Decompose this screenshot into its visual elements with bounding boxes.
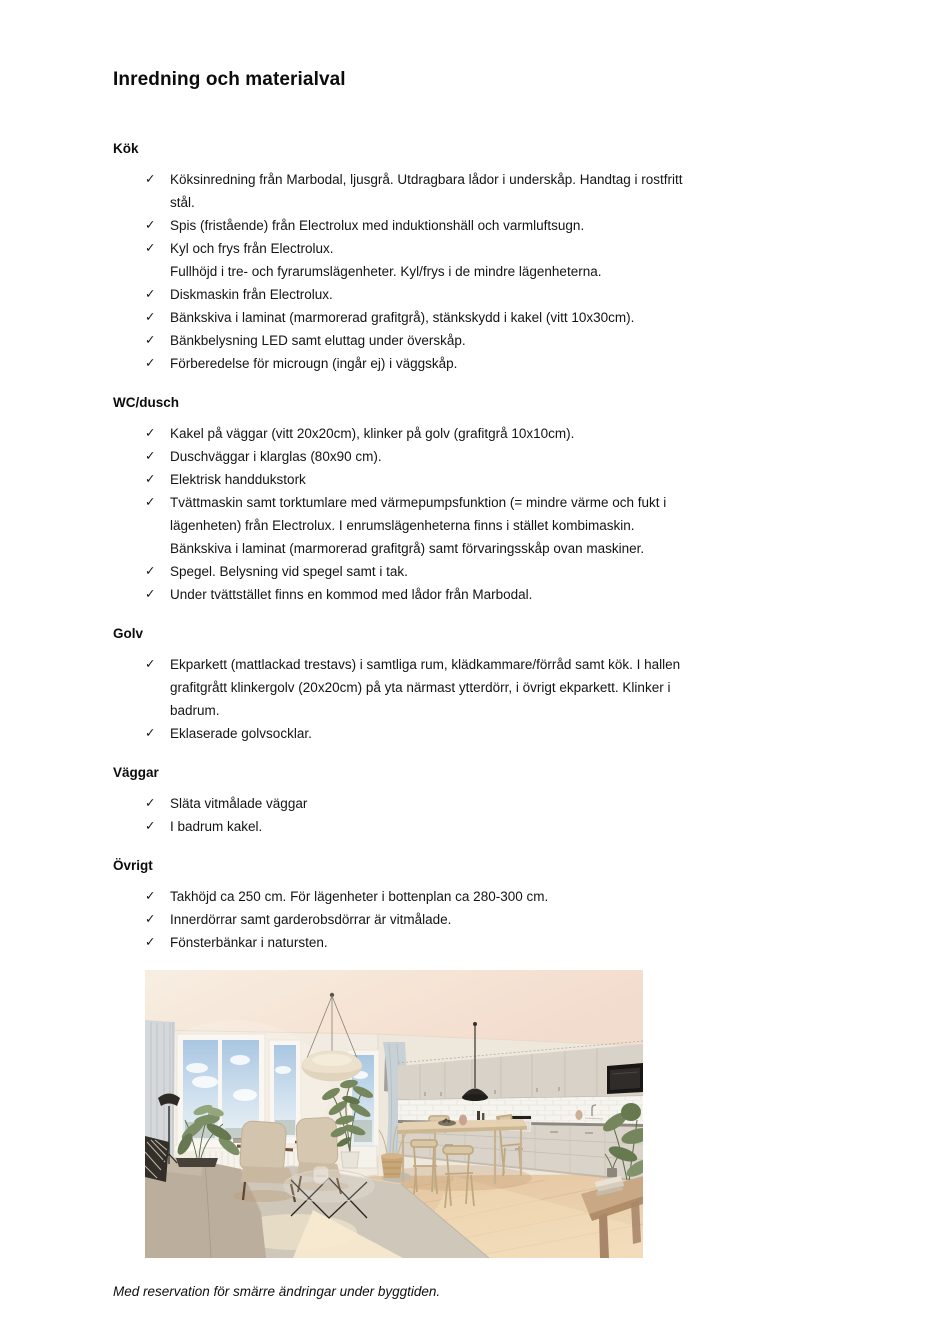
section-k-k [113, 137, 840, 375]
list-item-text: Spegel. Belysning vid spegel samt i tak. [170, 564, 408, 579]
list-item [113, 237, 840, 283]
checkmark-icon: ✓ [145, 426, 156, 440]
checklist [113, 422, 840, 606]
checkmark-icon: ✓ [145, 172, 156, 186]
section-heading: Golv [113, 626, 144, 641]
checkmark-icon: ✓ [145, 356, 156, 370]
list-item-text: Bänkskiva i laminat (marmorerad grafitgrå), stänkskydd i kakel (vitt 10x30cm). [170, 310, 635, 325]
page-title: Inredning och materialval [113, 69, 346, 90]
list-item [113, 283, 840, 306]
sections [113, 137, 840, 954]
checklist [113, 168, 840, 375]
list-item [113, 445, 840, 468]
list-item [113, 491, 840, 560]
checklist [113, 885, 840, 954]
list-item [113, 931, 840, 954]
list-item [113, 468, 840, 491]
list-item [113, 792, 840, 815]
checkmark-icon: ✓ [145, 472, 156, 486]
list-item [113, 352, 840, 375]
checkmark-icon: ✓ [145, 587, 156, 601]
list-item-text: Kyl och frys från Electrolux. Fullhöjd i tre- och fyrarumslägenheter. Kyl/frys i de mindre lägenheterna. [170, 241, 602, 279]
checkmark-icon: ✓ [145, 218, 156, 232]
section-v-ggar [113, 761, 840, 838]
list-item [113, 306, 840, 329]
list-item-text: Tvättmaskin samt torktumlare med värmepumpsfunktion (= mindre värme och fukt i lägenheten) från Electrolux. I enrumslägenheterna finns i stället kombimaskin. Bänkskiva i laminat (marmorerad grafitgrå) samt förvaringsskåp ovan maskiner. [170, 495, 667, 556]
list-item [113, 422, 840, 445]
list-item-text: Kakel på väggar (vitt 20x20cm), klinker på golv (grafitgrå 10x10cm). [170, 426, 575, 441]
checkmark-icon: ✓ [145, 310, 156, 324]
list-item [113, 885, 840, 908]
patterned-pillow [145, 1136, 169, 1182]
list-item-text: Släta vitmålade väggar [170, 796, 308, 811]
list-item [113, 168, 840, 214]
list-item [113, 722, 840, 745]
list-item-text: Duschväggar i klarglas (80x90 cm). [170, 449, 382, 464]
section-heading: Kök [113, 141, 139, 156]
checkmark-icon: ✓ [145, 449, 156, 463]
checkmark-icon: ✓ [145, 657, 156, 671]
list-item-text: Elektrisk handdukstork [170, 472, 306, 487]
list-item [113, 583, 840, 606]
list-item-text: Ekparkett (mattlackad trestavs) i samtliga rum, klädkammare/förråd samt kök. I hallen grafitgrått klinkergolv (20x20cm) på yta närmast ytterdörr, i övrigt ekparkett. Klinker i badrum. [170, 657, 681, 718]
list-item-text: Takhöjd ca 250 cm. För lägenheter i bottenplan ca 280-300 cm. [170, 889, 549, 904]
checkmark-icon: ✓ [145, 912, 156, 926]
interior-rendering [145, 970, 643, 1258]
list-item-text: I badrum kakel. [170, 819, 263, 834]
checkmark-icon: ✓ [145, 287, 156, 301]
checkmark-icon: ✓ [145, 241, 156, 255]
section-wc-dusch [113, 391, 840, 606]
list-item-text: Förberedelse för microugn (ingår ej) i väggskåp. [170, 356, 458, 371]
interior-photo [145, 970, 643, 1258]
list-item [113, 653, 840, 722]
checkmark-icon: ✓ [145, 495, 156, 509]
section-heading: Övrigt [113, 858, 153, 873]
checklist [113, 653, 840, 745]
list-item [113, 908, 840, 931]
list-item-text: Innerdörrar samt garderobsdörrar är vitmålade. [170, 912, 452, 927]
section-heading: Väggar [113, 765, 159, 780]
section-heading: WC/dusch [113, 395, 179, 410]
checkmark-icon: ✓ [145, 796, 156, 810]
list-item-text: Eklaserade golvsocklar. [170, 726, 312, 741]
section--vrigt [113, 854, 840, 954]
list-item [113, 214, 840, 237]
section-golv [113, 622, 840, 745]
footer-note: Med reservation för smärre ändringar under byggtiden. [113, 1284, 441, 1299]
checklist [113, 792, 840, 838]
list-item [113, 560, 840, 583]
checkmark-icon: ✓ [145, 935, 156, 949]
checkmark-icon: ✓ [145, 564, 156, 578]
checkmark-icon: ✓ [145, 819, 156, 833]
list-item [113, 815, 840, 838]
list-item-text: Diskmaskin från Electrolux. [170, 287, 333, 302]
list-item-text: Under tvättstället finns en kommod med lådor från Marbodal. [170, 587, 533, 602]
list-item-text: Köksinredning från Marbodal, ljusgrå. Utdragbara lådor i underskåp. Handtag i rostfritt stål. [170, 172, 683, 210]
list-item [113, 329, 840, 352]
list-item-text: Spis (fristående) från Electrolux med induktionshäll och varmluftsugn. [170, 218, 585, 233]
checkmark-icon: ✓ [145, 333, 156, 347]
list-item-text: Fönsterbänkar i natursten. [170, 935, 328, 950]
checkmark-icon: ✓ [145, 889, 156, 903]
checkmark-icon: ✓ [145, 726, 156, 740]
list-item-text: Bänkbelysning LED samt eluttag under överskåp. [170, 333, 466, 348]
